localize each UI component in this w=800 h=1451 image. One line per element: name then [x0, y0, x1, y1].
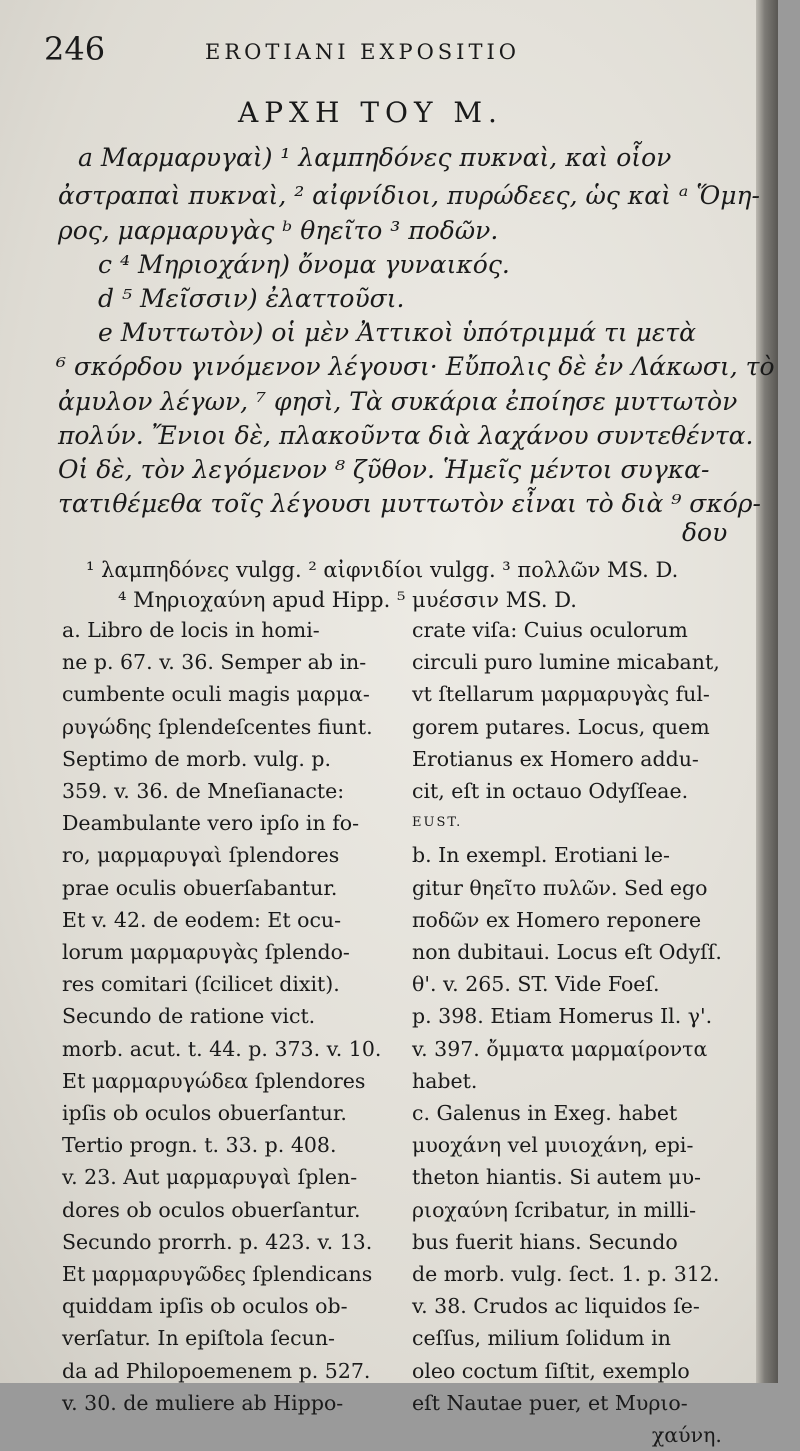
column-line: v. 397. ὄμματα μαρμαίροντα [412, 1036, 708, 1061]
column-line: 359. v. 36. de Mneſianacte: [62, 779, 345, 804]
greek-line [58, 181, 760, 210]
column-line: v. 23. Aut μαρμαρυγαὶ ſplen- [62, 1165, 358, 1190]
line-prefix: a [78, 143, 93, 172]
greek-line [98, 250, 510, 279]
line-text: πολύν. Ἔνιοι δὲ, πλακοῦντα διὰ λαχάνου συντεθέντα. [58, 421, 754, 450]
column-line: prae oculis obuerſabantur. [62, 875, 338, 900]
column-line: Erotianus ex Homero addu- [412, 746, 699, 771]
column-line: Et μαρμαρυγώδεα ſplendores [62, 1068, 366, 1093]
column-line: Et v. 42. de eodem: Et ocu- [62, 907, 342, 932]
line-text: ἀμυλον λέγων, ⁷ φησὶ, Τὰ συκάρια ἐποίησε μυττωτὸν [58, 387, 738, 416]
line-prefix: c ⁴ [98, 250, 130, 279]
column-line: da ad Philopoemenem p. 527. [62, 1358, 371, 1383]
column-line: μυοχάνη vel μυιοχάνη, epi- [412, 1133, 694, 1158]
column-line: verſatur. In epiſtola ſecun- [62, 1326, 335, 1351]
column-line: θ'. v. 265. ST. Vide Foeſ. [412, 972, 660, 997]
greek-line [58, 421, 754, 450]
column-line: Septimo de morb. vulg. p. [62, 746, 332, 771]
column-line: cit, eſt in octauo Odyſſeae. [412, 779, 689, 804]
column-line: non dubitaui. Locus eſt Odyſſ. [412, 940, 722, 965]
column-line: habet. [412, 1068, 478, 1093]
column-line: Deambulante vero ipſo in fo- [62, 811, 360, 836]
greek-line [58, 387, 737, 416]
line-text: ρος, μαρμαρυγὰς ᵇ θηεῖτο ³ ποδῶν. [58, 216, 499, 245]
column-line: vt ſtellarum μαρμαρυγὰς ful- [412, 682, 710, 707]
column-line: Et μαρμαρυγῶδες ſplendicans [62, 1262, 373, 1287]
column-line: ceſſus, milium ſolidum in [412, 1326, 671, 1351]
column-line: p. 398. Etiam Homerus Il. γ'. [412, 1004, 713, 1029]
column-line: b. In exempl. Erotiani le- [412, 843, 670, 868]
column-line: oleo coctum ſiſtit, exemplo [412, 1358, 690, 1383]
column-line: circuli puro lumine micabant, [412, 650, 720, 675]
column-line: Secundo de ratione vict. [62, 1004, 316, 1029]
column-line: cumbente oculi magis μαρμα- [62, 682, 370, 707]
variant-note: ¹ λαμπηδόνες vulgg. ² αἰφνιδίοι vulgg. ³ πολλῶν MS. D. [86, 558, 679, 582]
column-line: quiddam ipſis ob oculos ob- [62, 1294, 348, 1319]
greek-line [58, 455, 710, 484]
column-line: theton hiantis. Si autem μυ- [412, 1165, 701, 1190]
left-column [62, 614, 381, 1419]
running-title: EROTIANI EXPOSITIO [205, 40, 520, 64]
column-line: ro, μαρμαρυγαὶ ſplendores [62, 843, 340, 868]
variant-note: ⁴ Μηριοχαύνη apud Hipp. ⁵ μυέσσιν MS. D. [118, 588, 577, 612]
column-line: ποδῶν ex Homero reponere [412, 907, 702, 932]
page-number: 246 [44, 30, 106, 68]
greek-line [56, 352, 775, 381]
column-line: Secundo prorrh. p. 423. v. 13. [62, 1229, 373, 1254]
column-line: a. Libro de locis in homi- [62, 618, 320, 642]
column-line: Tertio progn. t. 33. p. 408. [62, 1133, 337, 1158]
column-line: eſt Nautae puer, et Μυριο- [412, 1390, 688, 1415]
greek-catchword [682, 518, 727, 547]
column-line: ριοχαύνη ſcribatur, in milli- [412, 1197, 697, 1222]
column-line: ρυγώδης ſplendeſcentes fiunt. [62, 714, 373, 739]
greek-line [58, 216, 498, 245]
column-line: bus fuerit hians. Secundo [412, 1229, 678, 1254]
column-line: lorum μαρμαρυγὰς ſplendo- [62, 940, 350, 965]
line-text: Μηριοχάνη) ὄνομα γυναικός. [137, 250, 510, 279]
right-column [412, 614, 722, 1451]
column-line: res comitari (ſcilicet dixit). [62, 972, 340, 997]
line-prefix: d ⁵ [98, 284, 132, 313]
line-text: σκόρδου γινόμενον λέγουσι· Εὔπολις δὲ ἐν Λάκωσι, τὸ [73, 352, 775, 381]
column-line: dores ob oculos obuerſantur. [62, 1197, 361, 1222]
line-prefix: e [98, 318, 113, 347]
column-line: ipſis ob oculos obuerſantur. [62, 1101, 347, 1126]
line-text: Μυττωτὸν) οἱ μὲν Ἀττικοὶ ὑπότριμμά τι μετὰ [120, 318, 696, 347]
line-prefix: ⁶ [56, 352, 67, 381]
greek-line [98, 284, 404, 313]
line-text: δου [682, 518, 728, 547]
section-title: ΑΡΧΗ ΤΟΥ Μ. [238, 96, 503, 129]
greek-line [58, 489, 761, 518]
column-line: v. 38. Crudos ac liquidos ſe- [412, 1294, 700, 1319]
column-line: v. 30. de muliere ab Hippo- [62, 1390, 344, 1415]
line-text: ἀστραπαὶ πυκναὶ, ² αἰφνίδιοι, πυρώδεες, ὡς καὶ ᵃ Ὅμη- [58, 181, 760, 210]
column-line: c. Galenus in Exeg. habet [412, 1101, 678, 1126]
greek-line [78, 143, 671, 172]
column-line: χαύνη. [651, 1423, 722, 1448]
column-line: morb. acut. t. 44. p. 373. v. 10. [62, 1036, 382, 1061]
column-line: gitur θηεῖτο πυλῶν. Sed ego [412, 875, 708, 900]
line-text: Μαρμαρυγαὶ) ¹ λαμπηδόνες πυκναὶ, καὶ οἷον [100, 143, 672, 172]
column-line: de morb. vulg. ſect. 1. p. 312. [412, 1262, 720, 1287]
line-text: Μεῖσσιν) ἐλαττοῦσι. [139, 284, 405, 313]
column-line: EUST. [412, 815, 463, 831]
line-text: Οἱ δὲ, τὸν λεγόμενον ⁸ ζῦθον. Ἡμεῖς μέντοι συγκα- [58, 455, 710, 484]
column-line: ne p. 67. v. 36. Semper ab in- [62, 650, 367, 675]
column-line: gorem putares. Locus, quem [412, 714, 710, 739]
line-text: τατιθέμεθα τοῖς λέγουσι μυττωτὸν εἶναι τὸ διὰ ⁹ σκόρ- [58, 489, 761, 518]
column-line: crate viſa: Cuius oculorum [412, 618, 688, 642]
greek-line [98, 318, 696, 347]
